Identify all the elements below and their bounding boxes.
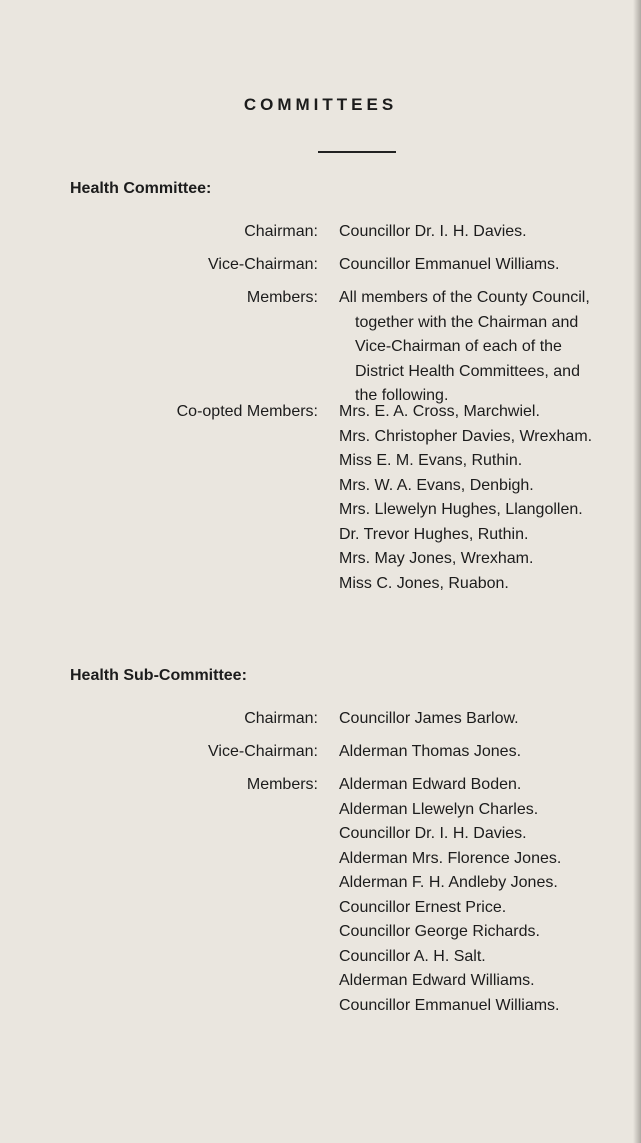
page-title: COMMITTEES <box>243 95 398 114</box>
row-label: Chairman: <box>244 223 318 240</box>
value-line: Dr. Trevor Hughes, Ruthin. <box>339 525 529 543</box>
value-line: Councillor Ernest Price. <box>339 898 507 916</box>
value-line: Alderman Mrs. Florence Jones. <box>339 849 562 867</box>
value-line: Mrs. W. A. Evans, Denbigh. <box>339 476 534 494</box>
value-line: Alderman Edward Williams. <box>339 972 535 989</box>
row-label: Members: <box>246 289 318 306</box>
value-line: Miss E. M. Evans, Ruthin. <box>339 452 523 469</box>
value-line: All members of the County Council, <box>339 289 590 306</box>
row-value <box>339 773 636 1018</box>
row-label: Co-opted Members: <box>176 403 318 420</box>
value-line: Councillor George Richards. <box>339 923 540 940</box>
row-value <box>339 220 636 245</box>
row-label: Chairman: <box>244 710 318 727</box>
value-line: Councillor Dr. I. H. Davies. <box>339 223 527 240</box>
title-divider <box>318 151 396 153</box>
value-line: Mrs. May Jones, Wrexham. <box>339 550 534 567</box>
row-value <box>339 286 636 409</box>
row-value <box>339 400 636 596</box>
value-line: Councillor Dr. I. H. Davies. <box>339 825 527 842</box>
value-line: Miss C. Jones, Ruabon. <box>339 574 509 592</box>
value-line: Alderman Edward Boden. <box>339 776 522 793</box>
value-line: Mrs. Christopher Davies, Wrexham. <box>339 427 593 445</box>
value-line: Councillor Emmanuel Williams. <box>339 996 560 1014</box>
value-line: Alderman Thomas Jones. <box>339 743 522 760</box>
value-line: Councillor A. H. Salt. <box>339 947 486 965</box>
value-line: Mrs. Llewelyn Hughes, Llangollen. <box>339 501 583 518</box>
value-line: Vice-Chairman of each of the <box>355 338 562 355</box>
value-line: Alderman Llewelyn Charles. <box>339 800 539 818</box>
value-line: together with the Chairman and <box>355 313 579 331</box>
row-value <box>339 253 636 278</box>
value-line: Councillor Emmanuel Williams. <box>339 256 560 273</box>
row-value <box>339 740 636 765</box>
section-heading-health-sub-committee: Health Sub-Committee: <box>70 667 247 684</box>
row-value <box>339 707 636 732</box>
value-line: Alderman F. H. Andleby Jones. <box>339 874 558 891</box>
row-label: Vice-Chairman: <box>208 743 318 760</box>
value-line: Mrs. E. A. Cross, Marchwiel. <box>339 403 540 420</box>
row-label: Members: <box>246 776 318 793</box>
value-line: the following. <box>355 387 449 404</box>
value-line: Councillor James Barlow. <box>339 710 519 727</box>
row-label: Vice-Chairman: <box>208 256 318 273</box>
section-heading-health-committee: Health Committee: <box>70 180 212 197</box>
value-line: District Health Committees, and <box>355 362 580 380</box>
